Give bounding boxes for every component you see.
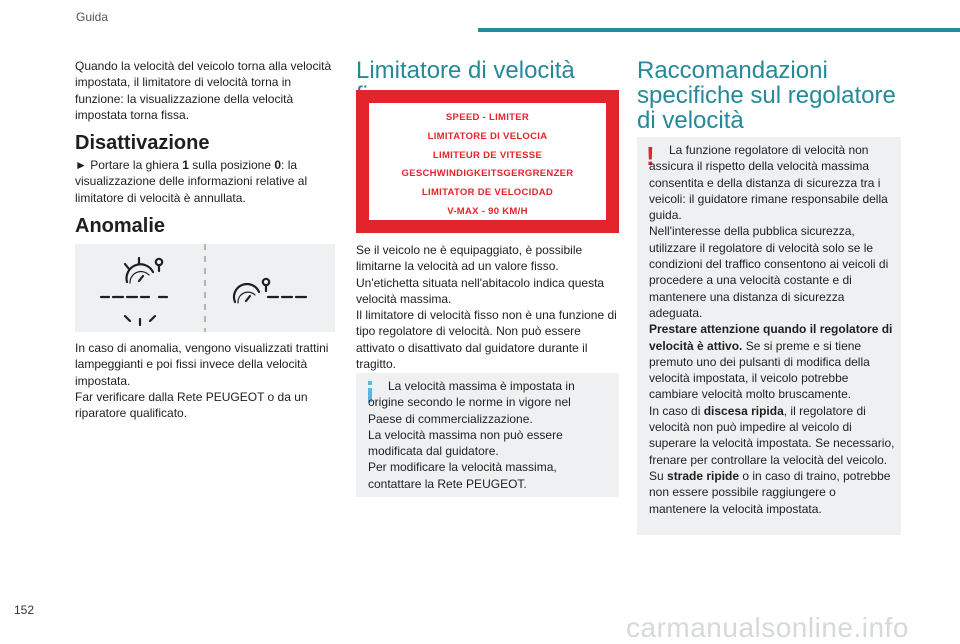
anomaly-icons-panel xyxy=(75,244,335,332)
header-accent-bar xyxy=(478,28,960,32)
info-callout xyxy=(356,373,619,497)
fixed-limiter-heading: Limitatore di velocità xyxy=(356,57,575,84)
warning-callout xyxy=(637,137,901,535)
recommendations-heading: Raccomandazioni specifiche sul regolatore di velocità xyxy=(637,57,896,134)
anomalies-paragraph-1: In caso di anomalia, vengono visualizzati trattini lampeggianti e poi fissi invece della velocità impostata. xyxy=(75,341,329,388)
fixed-limiter-paragraph-3: Il limitatore di velocità fisso non è una funzione di tipo regolatore di velocità. Non può essere attivato o disattivato dal guidatore durante il tragitto. xyxy=(356,308,617,371)
warning-paragraph-5: Su strade ripide o in caso di traino, potrebbe non essere possibile raggiungere o mantenere la velocità impostata. xyxy=(649,468,891,516)
label-line: V-MAX - 90 KM/H xyxy=(447,205,528,217)
label-line: LIMITATOR DE VELOCIDAD xyxy=(421,187,554,199)
deactivation-heading: Disattivazione xyxy=(75,132,210,154)
fixed-limiter-paragraph-1: Se il veicolo ne è equipaggiato, è possibile limitarne la velocità ad un valore fisso. xyxy=(356,243,583,274)
label-line: SPEED - LIMITER xyxy=(445,112,530,123)
label-line: LIMITATORE DI VELOCIA xyxy=(427,130,548,142)
info-line-3: Per modificare la velocità massima, contattare la Rete PEUGEOT. xyxy=(368,460,557,491)
label-line: LIMITEUR DE VITESSE xyxy=(432,149,543,161)
fixed-limiter-paragraph-2: Un'etichetta situata nell'abitacolo indica questa velocità massima. xyxy=(356,276,605,307)
speed-limiter-fault-flashing-icon xyxy=(75,244,335,332)
anomalies-paragraph-2: Far verificare dalla Rete PEUGEOT o da un riparatore qualificato. xyxy=(75,390,308,421)
label-line: GESCHWINDIGKEITSGERGRENZER xyxy=(401,168,574,180)
warning-paragraph-1: La funzione regolatore di velocità non assicura il rispetto della velocità massima consentita e della distanza di sicurezza tra i veicoli: il guidatore rimane responsabile della guida. xyxy=(649,143,888,223)
arrow-bullet: ► xyxy=(75,158,87,172)
header-title: Guida xyxy=(76,10,109,24)
warning-paragraph-2: Nell'interesse della pubblica sicurezza, utilizzare il regolatore di velocità solo se le condizioni del traffico consentono ai veicoli di procedere a una velocità costante e di mantenere una distanza di sicurezza adeguata. xyxy=(649,224,889,320)
info-line-2: La velocità massima non può essere modificata dal guidatore. xyxy=(368,427,563,459)
warning-paragraph-4: In caso di discesa ripida, il regolatore di velocità non può impedire al veicolo di superare la velocità impostata. Se necessario, frenare per controllare la velocità del veicolo. xyxy=(649,403,895,467)
speed-limiter-label xyxy=(356,90,619,233)
deactivation-paragraph: ► Portare la ghiera 1 sulla posizione 0: la visualizzazione delle informazioni relative al limitatore di velocità è annullata. xyxy=(75,158,308,205)
warning-icon: ! xyxy=(646,141,655,171)
info-line-1: La velocità massima è impostata in origine secondo le norme in vigore nel Paese di commercializzazione. xyxy=(368,379,575,426)
watermark: carmanualsonline.info xyxy=(626,612,909,643)
anomalies-heading: Anomalie xyxy=(75,215,166,237)
warning-paragraph-3: Prestare attenzione quando il regolatore di velocità è attivo. Se si preme e si tiene premuto uno dei pulsanti di modifica della velocità impostata, il veicolo potrebbe cambiare velocità molto bruscamente. xyxy=(649,322,893,402)
page-number: 152 xyxy=(14,603,35,617)
intro-paragraph: Quando la velocità del veicolo torna alla velocità impostata, il limitatore di velocità torna in funzione: la visualizzazione della velocità impostata torna fissa. xyxy=(75,59,332,122)
